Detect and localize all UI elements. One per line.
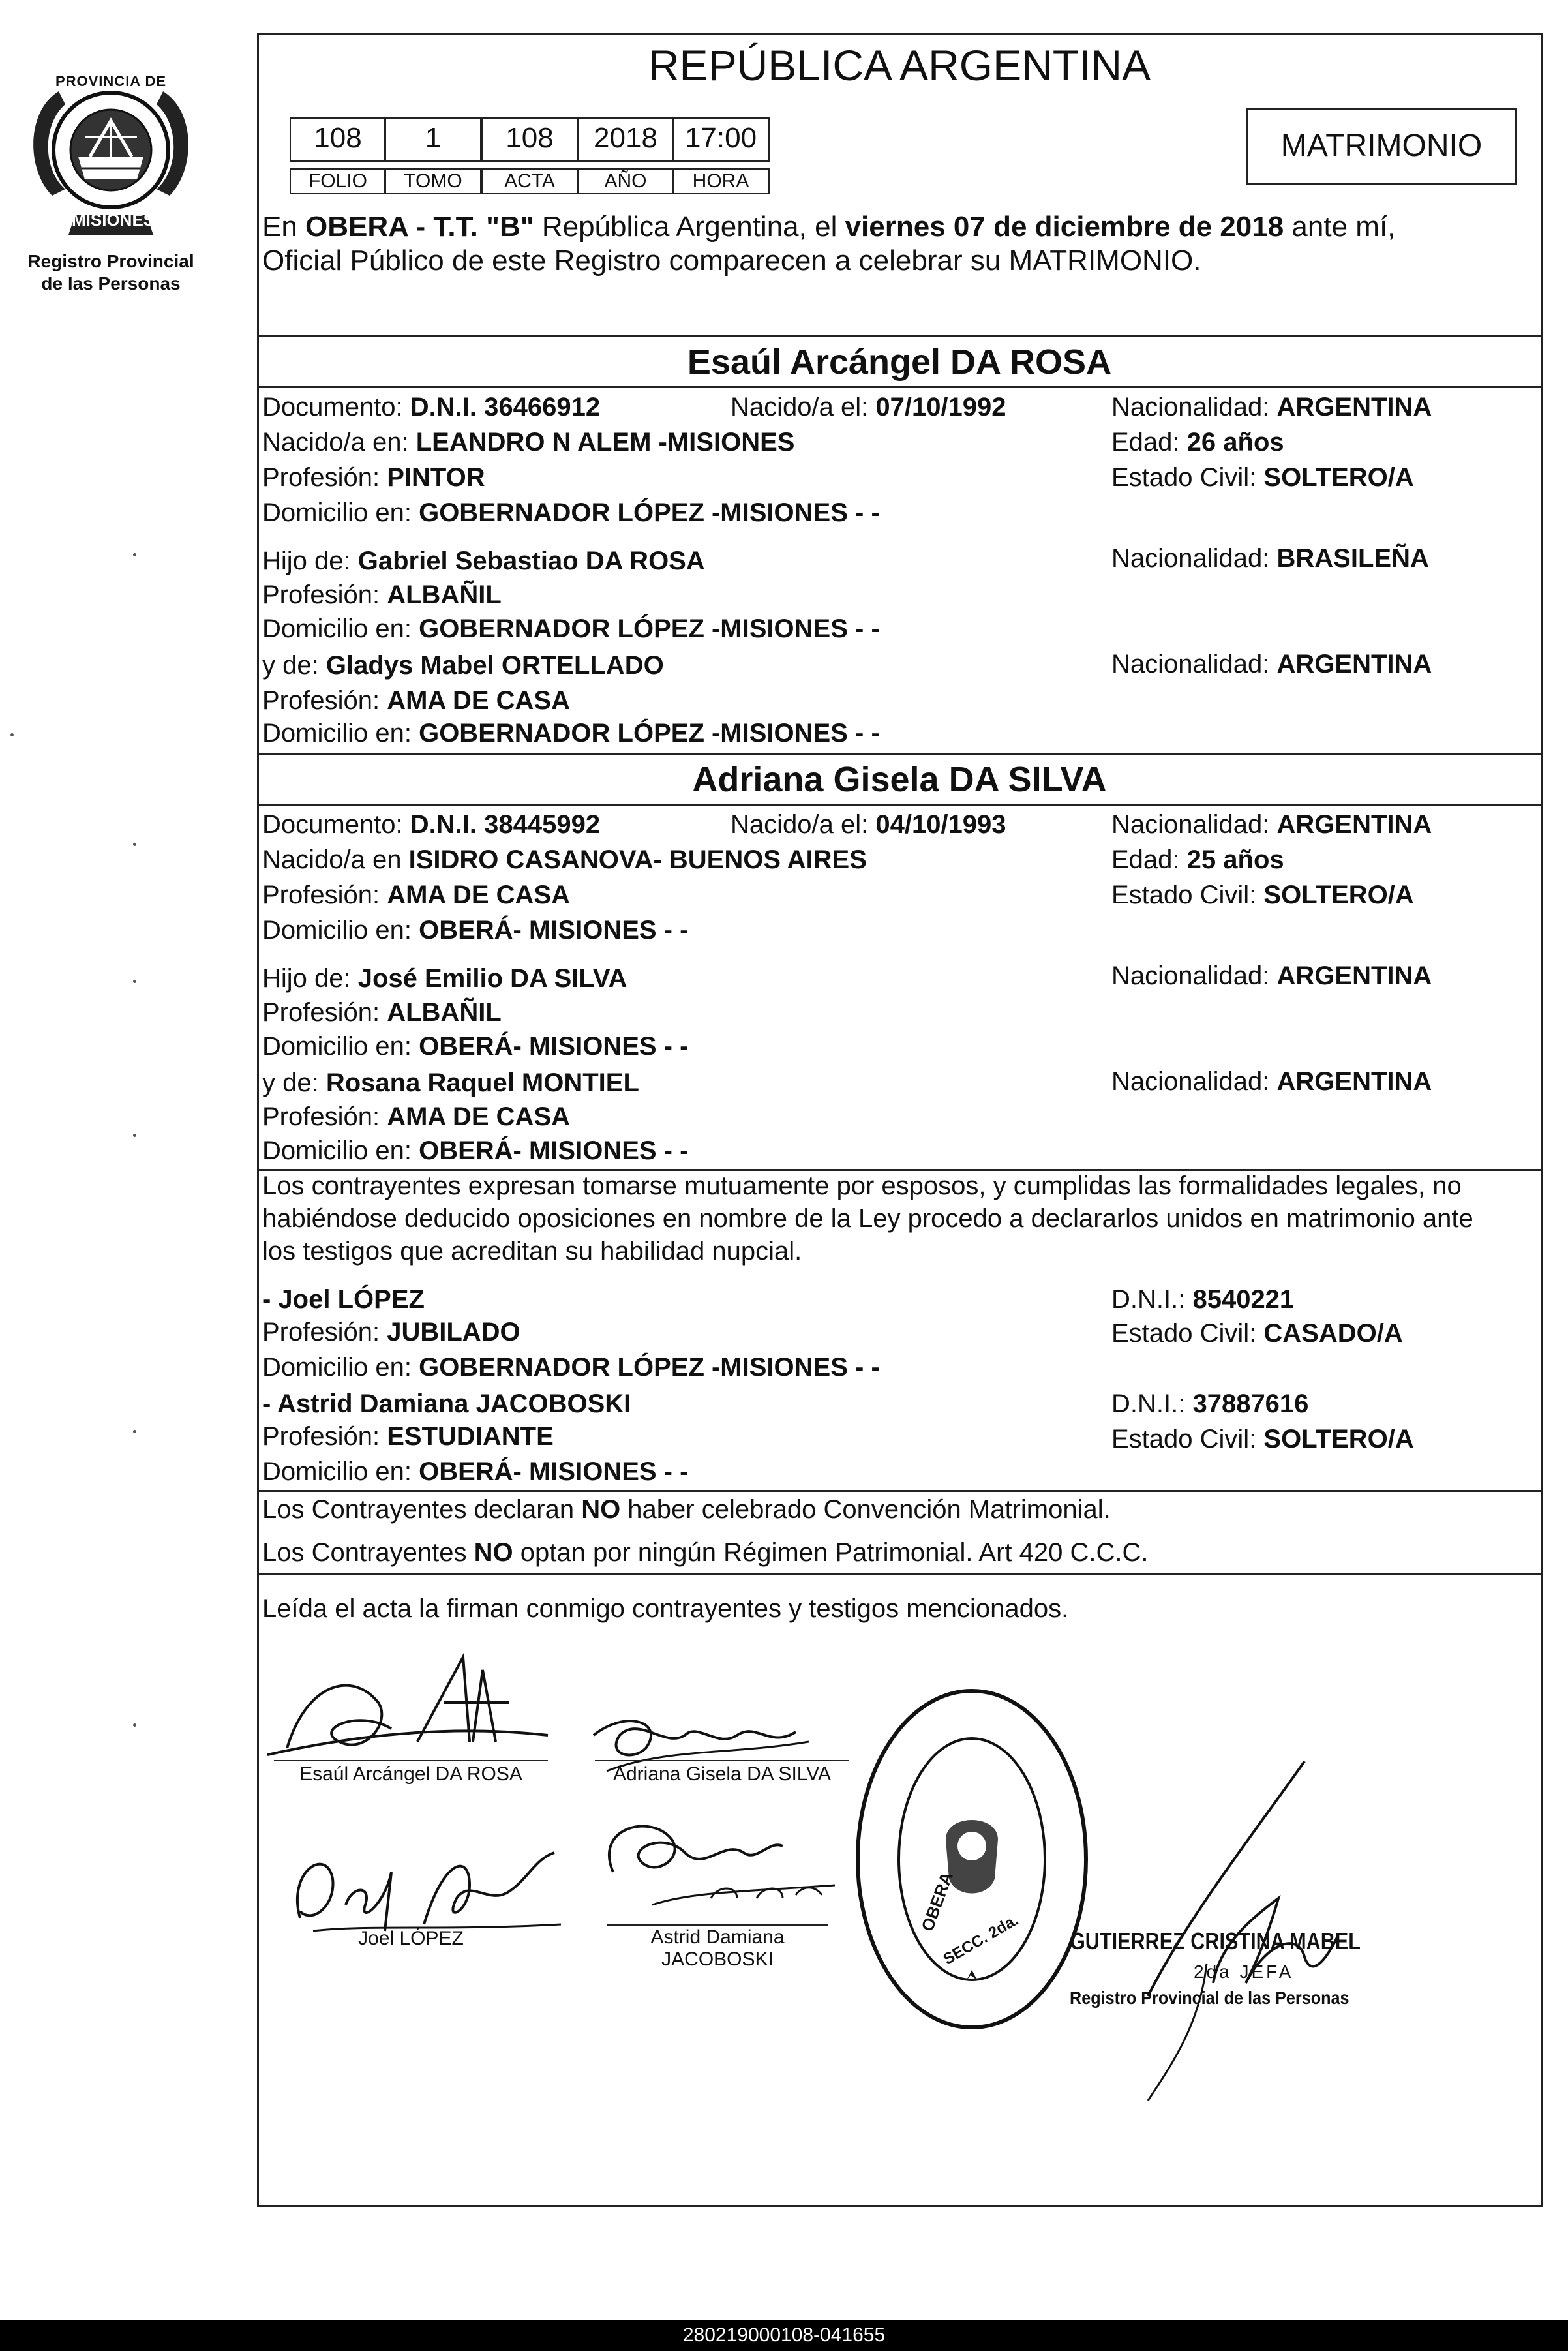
footer-code: 280219000108-041655: [682, 2324, 886, 2346]
witness-1-signature-label: Joel LÓPEZ: [358, 1928, 464, 1949]
groom-mother-address: Domicilio en: GOBERNADOR LÓPEZ -MISIONES - -: [262, 719, 880, 748]
stamp-inner-text: OBERA: [917, 1870, 957, 1934]
margin-mark: [10, 733, 14, 736]
witness-2-signature-label-2: JACOBOSKI: [661, 1949, 774, 1970]
folio-label: FOLIO: [290, 168, 386, 194]
groom-signature: [248, 1644, 587, 1774]
bride-address: Domicilio en: OBERÁ- MISIONES - -: [262, 916, 689, 945]
groom-mother-profession: Profesión: AMA DE CASA: [262, 686, 570, 715]
convention-line-2: Los Contrayentes NO optan por ningún Régimen Patrimonial. Art 420 C.C.C.: [262, 1538, 1149, 1567]
bride-mother-address: Domicilio en: OBERÁ- MISIONES - -: [262, 1136, 689, 1165]
bride-signature-label: Adriana Gisela DA SILVA: [612, 1763, 832, 1785]
logo-caption-2: de las Personas: [41, 273, 181, 294]
stamp-section-text: SECC. 2da.: [940, 1911, 1021, 1969]
bride-document: Documento: D.N.I. 38445992: [262, 810, 601, 839]
divider-convention: [257, 1490, 1542, 1492]
witness-2-address: Domicilio en: OBERÁ- MISIONES - -: [262, 1457, 689, 1486]
witness-2-signature-label-1: Astrid Damiana: [650, 1926, 785, 1948]
bride-father-address: Domicilio en: OBERÁ- MISIONES - -: [262, 1032, 689, 1061]
groom-profession: Profesión: PINTOR: [262, 463, 485, 492]
registry-logo: [13, 59, 209, 307]
folio-value: 108: [290, 117, 386, 162]
divider-bride-name: [257, 804, 1542, 806]
bride-name: Adriana Gisela DA SILVA: [692, 760, 1107, 799]
intro-line-2: Oficial Público de este Registro comparecen a celebrar su MATRIMONIO.: [262, 245, 1201, 277]
witness-2-dni: D.N.I.: 37887616: [1111, 1389, 1309, 1418]
declaration-line-2: habiéndose deducido oposiciones en nombre de la Ley procedo a declararlos unidos en matrimonio ante: [262, 1204, 1473, 1233]
groom-document: Documento: D.N.I. 36466912: [262, 393, 601, 421]
seal-top-text: PROVINCIA DE: [55, 73, 167, 89]
margin-mark: [133, 980, 136, 983]
closing-statement: Leída el acta la firman conmigo contrayentes y testigos mencionados.: [262, 1594, 1069, 1623]
margin-mark: [133, 843, 136, 846]
year-value: 2018: [577, 117, 674, 162]
acta-value: 108: [480, 117, 579, 162]
groom-age: Edad: 26 años: [1111, 428, 1284, 457]
bride-mother-nationality: Nacionalidad: ARGENTINA: [1111, 1067, 1432, 1096]
witness-2-signature: [574, 1800, 848, 1931]
groom-name: Esaúl Arcángel DA ROSA: [687, 342, 1112, 382]
bride-mother: y de: Rosana Raquel MONTIEL: [262, 1069, 639, 1097]
official-organization: Registro Provincial de las Personas: [1070, 1988, 1349, 2008]
bride-father: Hijo de: José Emilio DA SILVA: [262, 964, 627, 993]
groom-birth-date: Nacido/a el: 07/10/1992: [731, 393, 1006, 421]
page-title: REPÚBLICA ARGENTINA: [648, 41, 1151, 89]
witness-2-name: - Astrid Damiana JACOBOSKI: [262, 1389, 631, 1418]
witness-2-civil-status: Estado Civil: SOLTERO/A: [1111, 1425, 1414, 1453]
groom-father: Hijo de: Gabriel Sebastiao DA ROSA: [262, 547, 705, 575]
bride-age: Edad: 25 años: [1111, 845, 1284, 874]
divider-groom-name: [257, 386, 1542, 388]
margin-mark: [133, 1723, 136, 1727]
groom-father-nationality: Nacionalidad: BRASILEÑA: [1111, 544, 1429, 573]
witness-2-profession: Profesión: ESTUDIANTE: [262, 1422, 554, 1451]
groom-nationality: Nacionalidad: ARGENTINA: [1111, 393, 1432, 421]
witness-1-address: Domicilio en: GOBERNADOR LÓPEZ -MISIONES - -: [262, 1353, 880, 1382]
year-label: AÑO: [577, 168, 674, 194]
frame-bottom: [257, 2205, 1543, 2207]
witness-1-civil-status: Estado Civil: CASADO/A: [1111, 1319, 1403, 1348]
bride-father-nationality: Nacionalidad: ARGENTINA: [1111, 962, 1432, 990]
margin-mark: [133, 1134, 136, 1137]
hour-label: HORA: [672, 168, 770, 194]
declaration-line-3: los testigos que acreditan su habilidad nupcial.: [262, 1237, 802, 1266]
frame-top: [257, 33, 1542, 35]
groom-father-profession: Profesión: ALBAÑIL: [262, 581, 502, 609]
official-role: 2da JEFA: [1194, 1962, 1294, 1982]
logo-caption-1: Registro Provincial: [27, 251, 194, 271]
margin-mark: [133, 1430, 136, 1433]
bride-profession: Profesión: AMA DE CASA: [262, 881, 570, 909]
bride-nationality: Nacionalidad: ARGENTINA: [1111, 810, 1432, 839]
acta-label: ACTA: [480, 168, 579, 194]
groom-birthplace: Nacido/a en: LEANDRO N ALEM -MISIONES: [262, 428, 795, 457]
witness-1-profession: Profesión: JUBILADO: [262, 1318, 520, 1346]
bride-mother-profession: Profesión: AMA DE CASA: [262, 1102, 570, 1131]
groom-father-address: Domicilio en: GOBERNADOR LÓPEZ -MISIONES - -: [262, 614, 880, 643]
groom-signature-line: [274, 1760, 548, 1761]
tomo-value: 1: [384, 117, 483, 162]
tomo-label: TOMO: [384, 168, 483, 194]
divider-bride: [257, 753, 1542, 755]
groom-signature-label: Esaúl Arcángel DA ROSA: [299, 1763, 522, 1785]
divider-header: [257, 335, 1542, 337]
declaration-line-1: Los contrayentes expresan tomarse mutuamente por esposos, y cumplidas las formalidades legales, no: [262, 1172, 1462, 1200]
convention-line-1: Los Contrayentes declaran NO haber celebrado Convención Matrimonial.: [262, 1495, 1111, 1524]
margin-mark: [133, 553, 136, 556]
groom-mother: y de: Gladys Mabel ORTELLADO: [262, 651, 664, 680]
document-type: MATRIMONIO: [1280, 129, 1483, 163]
official-name: GUTIERREZ CRISTINA MABEL: [1070, 1928, 1361, 1954]
bride-civil-status: Estado Civil: SOLTERO/A: [1111, 881, 1414, 909]
hour-value: 17:00: [672, 117, 770, 162]
bride-birthplace: Nacido/a en ISIDRO CASANOVA- BUENOS AIRES: [262, 845, 867, 874]
bride-signature-line: [595, 1760, 849, 1761]
bride-father-profession: Profesión: ALBAÑIL: [262, 998, 502, 1027]
divider-closing: [257, 1573, 1542, 1575]
groom-address: Domicilio en: GOBERNADOR LÓPEZ -MISIONES - -: [262, 498, 880, 527]
seal-bottom-text: MISIONES: [72, 210, 155, 230]
groom-civil-status: Estado Civil: SOLTERO/A: [1111, 463, 1414, 492]
witness-1-name: - Joel LÓPEZ: [262, 1285, 425, 1314]
witness-1-dni: D.N.I.: 8540221: [1111, 1285, 1295, 1314]
groom-mother-nationality: Nacionalidad: ARGENTINA: [1111, 650, 1432, 678]
intro-line-1: En OBERA - T.T. "B" República Argentina, el viernes 07 de diciembre de 2018 ante mí,: [262, 211, 1396, 243]
bride-birth-date: Nacido/a el: 04/10/1993: [731, 810, 1006, 839]
